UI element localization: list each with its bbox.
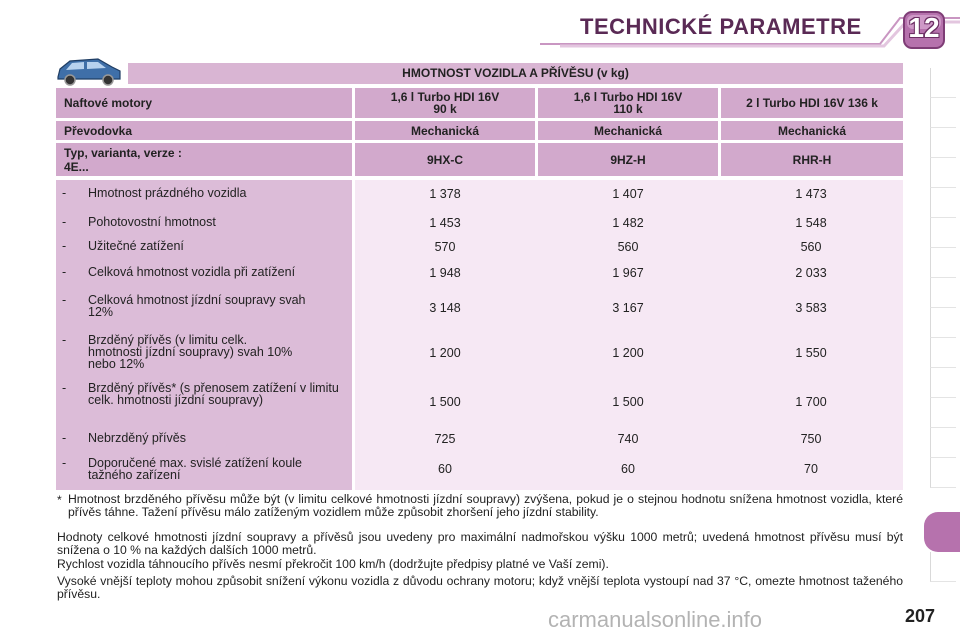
footnote-text: Hmotnost brzděného přívěsu může být (v limitu celkové hmotnosti jízdní soupravy) zvýšena, pokud je o stejnou hodnotu snížena hmotnost vozidla, které přívěs táhne. Tažení přívěsu málo zatíženým vozidlem může způsobit zhoršení jeho jízdní stability. (68, 492, 903, 519)
table-cell: 1 473 (795, 187, 827, 201)
gearbox-col-3: Mechanická (721, 121, 903, 140)
table-cell: 60 (621, 462, 635, 476)
watermark: carmanualsonline.info (548, 607, 763, 632)
car-icon (54, 55, 124, 87)
gearbox-col-2: Mechanická (538, 121, 718, 140)
side-tab[interactable] (930, 218, 956, 248)
side-tab[interactable] (930, 428, 956, 458)
side-tab[interactable] (930, 368, 956, 398)
table-cell: 3 148 (429, 301, 461, 315)
engine-header: Naftové motory (56, 88, 352, 118)
type-col-2: 9HZ-H (538, 143, 718, 176)
table-cell: 570 (434, 240, 456, 254)
type-header-line1: Typ, varianta, verze : (64, 145, 182, 160)
footnote-marker: * (57, 493, 62, 507)
table-cell: 1 700 (795, 395, 827, 409)
side-tab[interactable] (930, 248, 956, 278)
note-text: Vysoké vnější teploty mohou způsobit snížení výkonu vozidla z důvodu ochrany motoru; když vnější teplota vystoupí nad 37 °C, omezte hmotnost taženého přívěsu. (57, 574, 903, 601)
table-cell: 1 550 (795, 346, 827, 360)
table-cell: 1 548 (795, 216, 827, 230)
type-header-line2: 4E... (64, 159, 89, 174)
note-text: Rychlost vozidla táhnoucího přívěs nesmí překročit 100 km/h (dodržujte předpisy platné ve Vaší zemi). (57, 557, 609, 571)
table-cell: 1 200 (429, 346, 461, 360)
table-cell: 750 (800, 432, 822, 446)
side-tab[interactable] (930, 552, 956, 582)
side-tab[interactable] (930, 338, 956, 368)
side-tab-active[interactable] (924, 512, 960, 552)
chapter-number: 12 (908, 12, 940, 43)
table-cell: 1 500 (612, 395, 644, 409)
table-cell: 60 (438, 462, 452, 476)
table-cell: 740 (617, 432, 639, 446)
table-cell: 3 167 (612, 301, 644, 315)
side-tab[interactable] (930, 188, 956, 218)
table-cell: 1 200 (612, 346, 644, 360)
table-cell: 2 033 (795, 266, 827, 280)
table-cell: 1 453 (429, 216, 461, 230)
table-cell: 1 482 (612, 216, 644, 230)
page-title: TECHNICKÉ PARAMETRE (580, 14, 862, 39)
table-cell: 1 948 (429, 266, 461, 280)
table-cell: 1 378 (429, 187, 461, 201)
side-tab[interactable] (930, 128, 956, 158)
engine-col-3: 2 l Turbo HDI 16V 136 k (721, 88, 903, 118)
table-cell: 1 500 (429, 395, 461, 409)
engine-col-2: 1,6 l Turbo HDI 16V 110 k (538, 88, 718, 118)
engine-col-1: 1,6 l Turbo HDI 16V 90 k (355, 88, 535, 118)
type-col-1: 9HX-C (355, 143, 535, 176)
table-cell: 560 (617, 240, 639, 254)
side-tab[interactable] (930, 308, 956, 338)
table-cell: 1 407 (612, 187, 644, 201)
type-header (56, 143, 352, 176)
table-title: HMOTNOST VOZIDLA A PŘÍVĚSU (v kg) (128, 63, 903, 84)
side-tab[interactable] (930, 278, 956, 308)
side-tab[interactable] (930, 158, 956, 188)
side-tab[interactable] (930, 98, 956, 128)
side-tab[interactable] (930, 398, 956, 428)
table-cell: 560 (800, 240, 822, 254)
side-tab[interactable] (930, 458, 956, 488)
page-number: 207 (905, 606, 936, 626)
side-tab[interactable] (930, 68, 956, 98)
table-cell: 725 (434, 432, 456, 446)
note-text: Hodnoty celkové hmotnosti jízdní soupravy a přívěsů jsou uvedeny pro maximální nadmořskou výšku 1000 metrů; uvedená hmotnost přívěsu musí být snížena o 10 % na každých dalších 1000 metrů. (57, 530, 903, 557)
table-cell: 70 (804, 462, 818, 476)
gearbox-header: Převodovka (56, 121, 352, 140)
type-col-3: RHR-H (721, 143, 903, 176)
gearbox-col-1: Mechanická (355, 121, 535, 140)
table-cell: 3 583 (795, 301, 827, 315)
table-cell: 1 967 (612, 266, 644, 280)
